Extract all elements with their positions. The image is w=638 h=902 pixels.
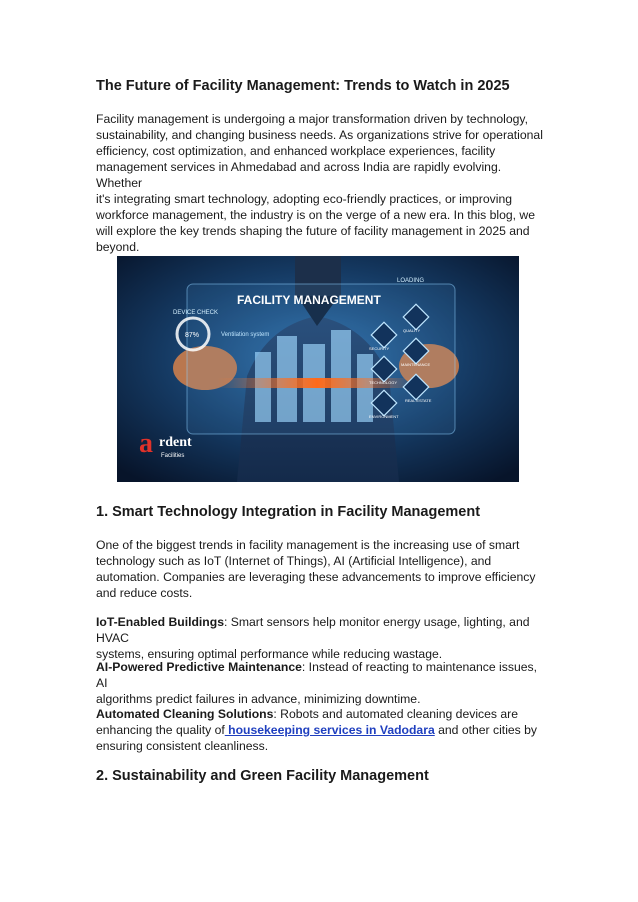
- hero-icon-label: QUALITY: [403, 328, 421, 333]
- cleaning-text: ensuring consistent cleanliness.: [96, 739, 269, 753]
- iot-text: : Smart sensors help monitor energy usage, lighting, and HVAC: [96, 615, 530, 645]
- hero-icon-label: REAL ESTATE: [405, 398, 432, 403]
- intro-line: workforce management, the industry is on the verge of a new era. In this blog, we: [96, 208, 535, 222]
- logo-letter: a: [139, 428, 153, 459]
- intro-line: Facility management is undergoing a major transformation driven by technology,: [96, 112, 528, 126]
- cleaning-paragraph: [96, 706, 546, 754]
- intro-line: sustainability, and changing business needs. As organizations strive for operational: [96, 128, 543, 142]
- section1-line: technology such as IoT (Internet of Things), AI (Artificial Intelligence), and: [96, 554, 492, 568]
- hero-banner-text: FACILITY MANAGEMENT: [237, 293, 381, 307]
- ai-text: algorithms predict failures in advance, minimizing downtime.: [96, 692, 421, 706]
- section1-heading: 1. Smart Technology Integration in Facility Management: [96, 504, 481, 520]
- intro-line: efficiency, cost optimization, and enhanced workplace experiences, facility: [96, 144, 496, 158]
- hero-loading-label: LOADING: [397, 278, 425, 284]
- logo-sub: Facilities: [161, 453, 185, 459]
- iot-term: IoT-Enabled Buildings: [96, 615, 224, 629]
- section1-intro: [96, 537, 546, 601]
- intro-line: will explore the key trends shaping the future of facility management in 2025 and: [96, 224, 530, 238]
- cleaning-text: enhancing the quality of: [96, 723, 225, 737]
- hero-percent-label: 87%: [185, 332, 200, 339]
- hero-icon-label: SECURITY: [369, 346, 390, 351]
- ai-paragraph: [96, 659, 546, 707]
- cleaning-term: Automated Cleaning Solutions: [96, 707, 274, 721]
- hero-image: [117, 256, 519, 482]
- iot-paragraph: [96, 614, 546, 662]
- intro-paragraph: [96, 111, 546, 255]
- ai-text: : Instead of reacting to maintenance issues, AI: [96, 660, 537, 690]
- hero-icon-label: MAINTENANCE: [401, 362, 431, 367]
- section1-line: and reduce costs.: [96, 586, 193, 600]
- intro-line: management services in Ahmedabad and across India are rapidly evolving. Whether: [96, 160, 502, 190]
- cleaning-text: : Robots and automated cleaning devices are: [273, 707, 518, 721]
- section1-line: One of the biggest trends in facility management is the increasing use of smart: [96, 538, 520, 552]
- section2-heading: 2. Sustainability and Green Facility Management: [96, 768, 429, 784]
- ai-term: AI-Powered Predictive Maintenance: [96, 660, 302, 674]
- hero-icon-label: ENVIRONMENT: [369, 414, 399, 419]
- iot-text: systems, ensuring optimal performance while reducing wastage.: [96, 647, 443, 661]
- article-title: The Future of Facility Management: Trends to Watch in 2025: [96, 78, 510, 94]
- hero-icon-label: TECHNOLOGY: [369, 380, 398, 385]
- section1-line: automation. Companies are leveraging these advancements to improve efficiency: [96, 570, 536, 584]
- intro-line: it's integrating smart technology, adopting eco-friendly practices, or improving: [96, 192, 512, 206]
- hero-device-check-label: DEVICE CHECK: [173, 310, 219, 316]
- logo-word: rdent: [159, 435, 192, 450]
- intro-line: beyond.: [96, 240, 140, 254]
- hero-system-label: Ventilation system: [221, 332, 270, 338]
- cleaning-text: and other cities by: [434, 723, 538, 737]
- housekeeping-vadodara-link[interactable]: housekeeping services in Vadodara: [224, 723, 435, 737]
